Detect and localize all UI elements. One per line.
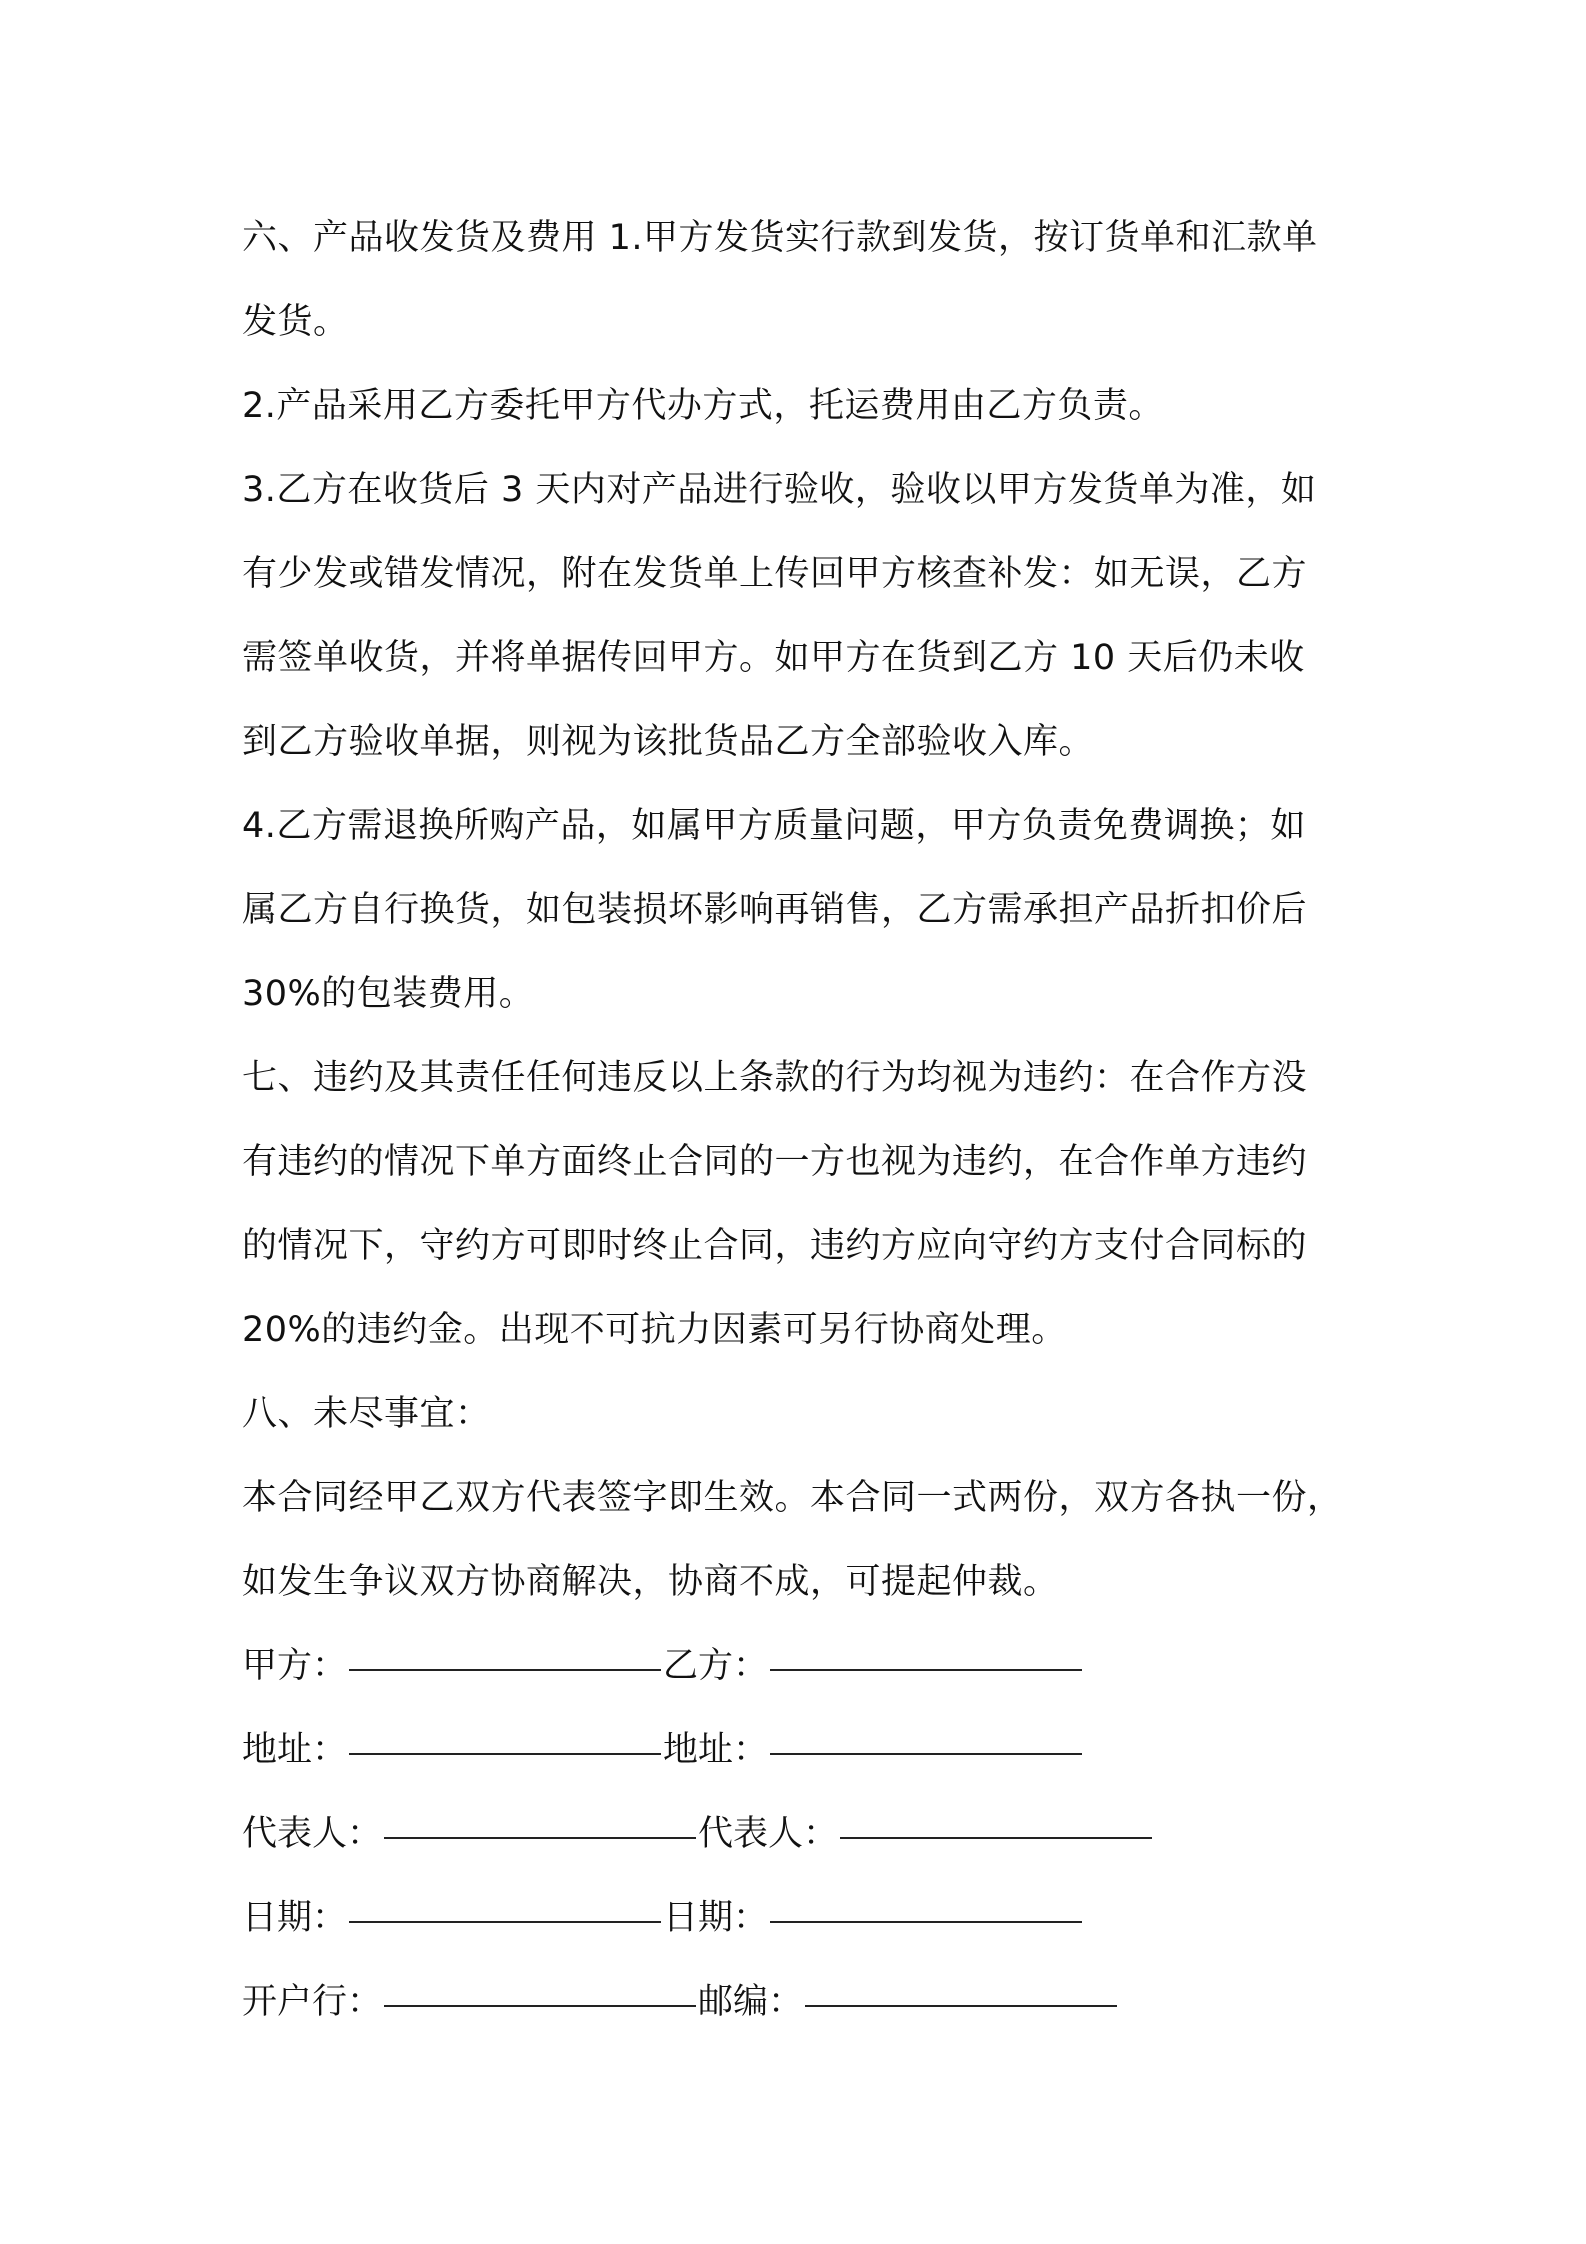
- signature-left-blank[interactable]: [349, 1920, 661, 1923]
- paragraph: [242, 1036, 1362, 1372]
- text-line: 20%的违约金。出现不可抗力因素可另行协商处理。: [242, 1310, 1067, 1350]
- signature-block: [242, 1624, 1362, 2044]
- signature-left-label: 地址：: [242, 1730, 348, 1770]
- text-line: 八、未尽事宜：: [242, 1394, 491, 1434]
- signature-row: [242, 1960, 1362, 2044]
- signature-right-blank[interactable]: [770, 1920, 1082, 1923]
- text-line: 4.乙方需退换所购产品，如属甲方质量问题，甲方负责免费调换；如: [242, 806, 1306, 846]
- paragraph: [242, 784, 1362, 1036]
- signature-right-blank[interactable]: [805, 2004, 1117, 2007]
- signature-left-blank[interactable]: [349, 1668, 661, 1671]
- signature-left-label: 甲方：: [242, 1646, 348, 1686]
- text-line: 30%的包装费用。: [242, 974, 535, 1014]
- paragraph: [242, 1372, 1362, 1456]
- paragraph: [242, 448, 1362, 784]
- signature-row: [242, 1876, 1362, 1960]
- signature-left-label: 日期：: [242, 1898, 348, 1938]
- signature-right-label: 日期：: [663, 1898, 769, 1938]
- text-line: 需签单收货，并将单据传回甲方。如甲方在货到乙方 10 天后仍未收: [242, 638, 1305, 678]
- signature-left-blank[interactable]: [384, 1836, 696, 1839]
- signature-right-label: 邮编：: [698, 1982, 804, 2022]
- text-line: 有违约的情况下单方面终止合同的一方也视为违约，在合作单方违约: [242, 1142, 1308, 1182]
- signature-right-label: 代表人：: [698, 1814, 839, 1854]
- signature-row: [242, 1792, 1362, 1876]
- text-line: 如发生争议双方协商解决，协商不成，可提起仲裁。: [242, 1562, 1059, 1602]
- signature-left-blank[interactable]: [349, 1752, 661, 1755]
- signature-right-blank[interactable]: [840, 1836, 1152, 1839]
- text-line: 的情况下，守约方可即时终止合同，违约方应向守约方支付合同标的: [242, 1226, 1308, 1266]
- paragraph: [242, 364, 1362, 448]
- signature-right-blank[interactable]: [770, 1668, 1082, 1671]
- text-line: 七、违约及其责任任何违反以上条款的行为均视为违约：在合作方没: [242, 1058, 1308, 1098]
- text-line: 发货。: [242, 302, 349, 342]
- text-line: 本合同经甲乙双方代表签字即生效。本合同一式两份，双方各执一份，: [242, 1478, 1343, 1518]
- contract-page: [242, 196, 1362, 2044]
- signature-row: [242, 1624, 1362, 1708]
- text-line: 2.产品采用乙方委托甲方代办方式，托运费用由乙方负责。: [242, 386, 1164, 426]
- signature-row: [242, 1708, 1362, 1792]
- text-line: 到乙方验收单据，则视为该批货品乙方全部验收入库。: [242, 722, 1095, 762]
- signature-left-label: 开户行：: [242, 1982, 383, 2022]
- paragraph: [242, 196, 1362, 364]
- contract-body: [242, 196, 1362, 1624]
- signature-left-blank[interactable]: [384, 2004, 696, 2007]
- signature-right-label: 乙方：: [663, 1646, 769, 1686]
- signature-right-label: 地址：: [663, 1730, 769, 1770]
- text-line: 3.乙方在收货后 3 天内对产品进行验收，验收以甲方发货单为准，如: [242, 470, 1317, 510]
- text-line: 属乙方自行换货，如包装损坏影响再销售，乙方需承担产品折扣价后: [242, 890, 1308, 930]
- signature-right-blank[interactable]: [770, 1752, 1082, 1755]
- text-line: 六、产品收发货及费用 1.甲方发货实行款到发货，按订货单和汇款单: [242, 218, 1318, 258]
- paragraph: [242, 1456, 1362, 1624]
- signature-left-label: 代表人：: [242, 1814, 383, 1854]
- text-line: 有少发或错发情况，附在发货单上传回甲方核查补发：如无误，乙方: [242, 554, 1308, 594]
